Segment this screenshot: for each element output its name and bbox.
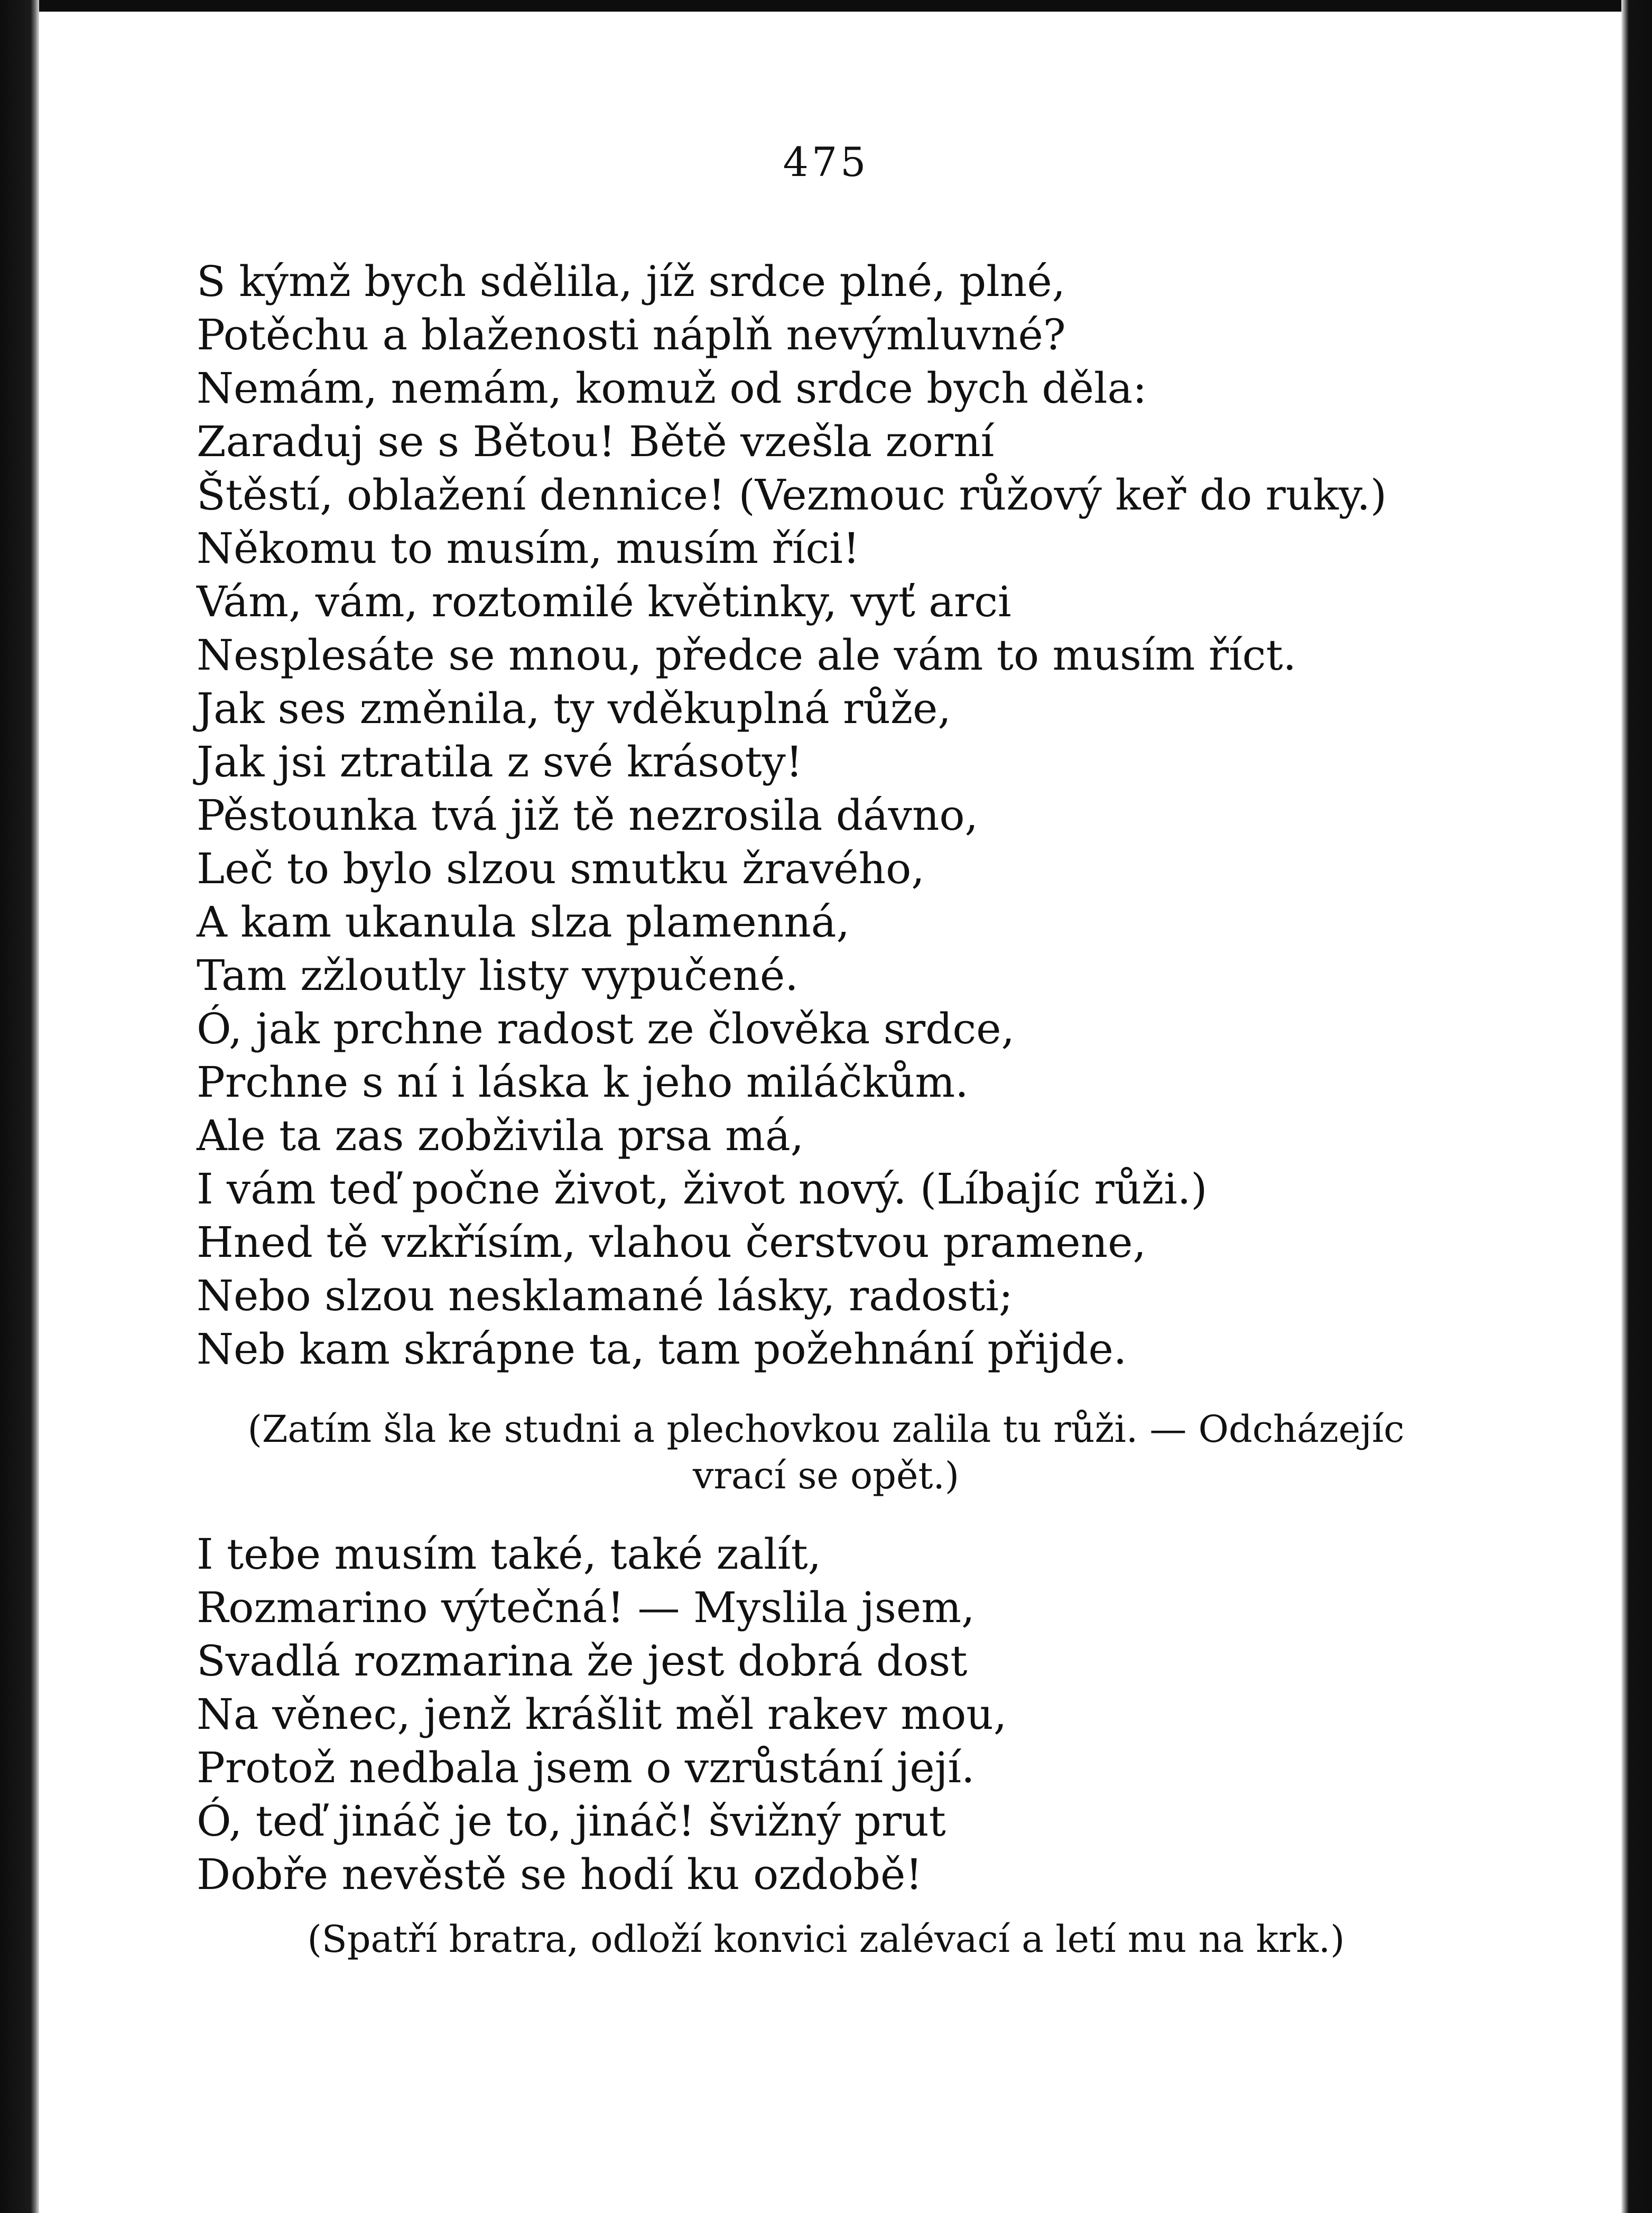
verse-line: Neb kam skrápne ta, tam požehnání přijde. [197, 1325, 1127, 1374]
verse-block-1 [197, 255, 1387, 1376]
verse-line: Ó, teď jináč je to, jináč! švižný prut [197, 1797, 946, 1846]
verse-block-2 [197, 1527, 1007, 1901]
verse-line: Jak ses změnila, ty vděkuplná růže, [197, 684, 951, 733]
verse-line: I tebe musím také, také zalít, [197, 1530, 822, 1579]
verse-line: Hned tě vzkřísím, vlahou čerstvou pramene, [197, 1218, 1146, 1267]
verse-line: Na věnec, jenž krášlit měl rakev mou, [197, 1690, 1007, 1739]
scan-border-top [0, 0, 1652, 12]
stage-direction-line: (Zatím šla ke studni a plechovkou zalila tu růži. — Odcházejíc [247, 1408, 1405, 1451]
verse-line: Štěstí, oblažení dennice! (Vezmouc růžový keř do ruky.) [197, 470, 1387, 520]
verse-line: Potěchu a blaženosti náplň nevýmluvné? [197, 310, 1066, 359]
page-number: 475 [783, 138, 869, 186]
verse-line: Protož nedbala jsem o vzrůstání její. [197, 1743, 975, 1792]
verse-line: Leč to bylo slzou smutku žravého, [197, 844, 925, 893]
verse-line: S kýmž bych sdělila, jíž srdce plné, plné, [197, 257, 1066, 306]
verse-line: Někomu to musím, musím říci! [197, 524, 860, 573]
verse-line: Prchne s ní i láska k jeho miláčkům. [197, 1058, 969, 1107]
stage-direction-2: (Spatří bratra, odloží konvici zalévací a letí mu na krk.) [307, 1918, 1345, 1961]
verse-line: Nesplesáte se mnou, předce ale vám to musím říct. [197, 631, 1297, 680]
verse-line: Nemám, nemám, komuž od srdce bych děla: [197, 364, 1147, 413]
verse-line: Dobře nevěstě se hodí ku ozdobě! [197, 1850, 923, 1899]
verse-line: Vám, vám, roztomilé květinky, vyť arci [197, 577, 1011, 626]
verse-line: Ale ta zas zobživila prsa má, [197, 1111, 804, 1160]
verse-line: A kam ukanula slza plamenná, [197, 897, 850, 947]
scan-border-right [1621, 0, 1652, 2213]
verse-line: I vám teď počne život, život nový. (Líbajíc růži.) [197, 1164, 1208, 1214]
stage-direction-line: vrací se opět.) [692, 1454, 960, 1497]
stage-direction-1 [0, 1406, 1652, 1499]
verse-line: Zaraduj se s Bětou! Bětě vzešla zorní [197, 417, 995, 466]
verse-line: Pěstounka tvá již tě nezrosila dávno, [197, 791, 978, 840]
verse-line: Nebo slzou nesklamané lásky, radosti; [197, 1271, 1013, 1320]
verse-line: Jak jsi ztratila z své krásoty! [197, 737, 803, 786]
verse-line: Svadlá rozmarina že jest dobrá dost [197, 1636, 968, 1686]
scan-border-left [0, 0, 39, 2213]
verse-line: Ó, jak prchne radost ze člověka srdce, [197, 1004, 1015, 1053]
verse-line: Tam zžloutly listy vypučené. [197, 951, 799, 1000]
verse-line: Rozmarino výtečná! — Myslila jsem, [197, 1583, 975, 1632]
